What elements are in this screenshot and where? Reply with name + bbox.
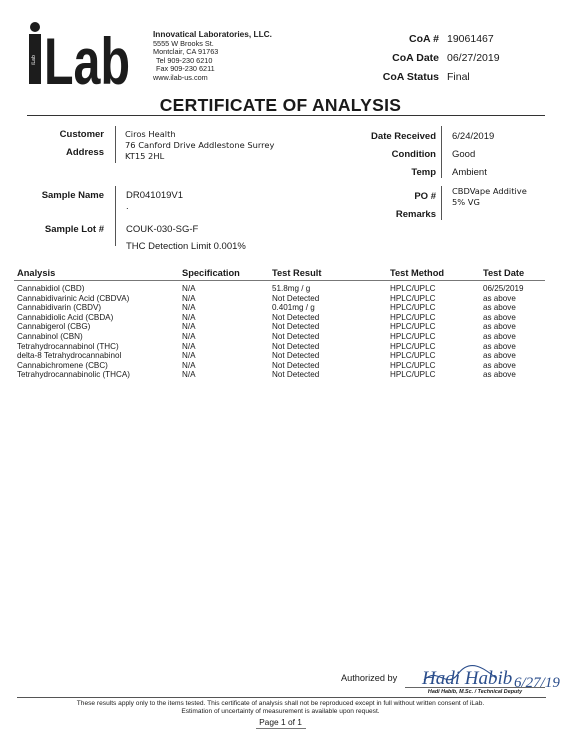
date-received: 6/24/2019 [452, 131, 495, 142]
customer-value: Ciros Health [125, 129, 176, 139]
coa-date: 06/27/2019 [447, 52, 500, 64]
coa-number-label: CoA # [409, 33, 439, 45]
table-row [0, 322, 561, 332]
cell-specification: N/A [182, 312, 196, 322]
cell-method: HPLC/UPLC [390, 332, 436, 341]
lab-city: Montclair, CA 91763 [153, 47, 219, 57]
po-value-line-1: CBDVape Additive [452, 186, 527, 196]
cell-result: Not Detected [272, 293, 320, 303]
coa-date-label: CoA Date [392, 52, 439, 64]
cell-result: Not Detected [272, 312, 320, 322]
customer-label: Customer [59, 129, 104, 140]
col-header-test-method: Test Method [390, 268, 445, 278]
cell-analysis: Cannabidiol (CBD) [17, 284, 85, 293]
disclaimer-line-2: Estimation of uncertainty of measurement is available upon request. [181, 707, 380, 715]
temp-label: Temp [411, 167, 436, 178]
cell-result: Not Detected [272, 351, 320, 361]
cell-method: HPLC/UPLC [390, 360, 436, 370]
cell-specification: N/A [182, 284, 196, 293]
sample-name-label: Sample Name [41, 190, 104, 201]
coa-status-label: CoA Status [382, 71, 439, 83]
col-header-test-date: Test Date [483, 268, 525, 278]
table-row [0, 361, 561, 371]
cell-result: 51.8mg / g [272, 284, 311, 293]
cell-date: as above [483, 322, 516, 332]
disclaimer [0, 700, 561, 715]
page-number: Page 1 of 1 [259, 717, 302, 727]
cell-date: as above [483, 312, 516, 322]
signature-line [405, 687, 545, 688]
cell-date: as above [483, 341, 516, 351]
col-header-test-result: Test Result [272, 268, 322, 278]
cell-date: 06/25/2019 [483, 284, 524, 293]
temp-value: Ambient [452, 167, 487, 178]
cell-specification: N/A [182, 351, 196, 361]
cell-date: as above [483, 351, 516, 361]
lab-tel: Tel 909-230 6210 [156, 55, 213, 65]
sample-divider [115, 186, 116, 246]
table-row [0, 294, 561, 304]
sample-lot-label: Sample Lot # [44, 224, 104, 235]
cell-specification: N/A [182, 360, 196, 370]
cell-date: as above [483, 303, 516, 313]
cell-analysis: delta-8 Tetrahydrocannabinol [17, 351, 122, 361]
col-header-specification: Specification [182, 268, 240, 278]
cell-analysis: Cannabichromene (CBC) [17, 360, 108, 370]
cell-method: HPLC/UPLC [390, 284, 436, 293]
address-label: Address [65, 147, 104, 158]
table-row [0, 303, 561, 313]
sample-lot-value: COUK-030-SG-F [126, 224, 199, 235]
date-received-label: Date Received [371, 131, 436, 142]
sample-name-sub: . [126, 201, 129, 212]
customer-divider [115, 126, 116, 163]
cell-specification: N/A [182, 322, 196, 332]
results-table-body [0, 284, 561, 384]
address-line-1: 76 Canford Drive Addlestone Surrey [125, 140, 275, 150]
logo-stem-text: iLab [31, 55, 37, 65]
coa-header-info [0, 30, 561, 90]
sample-name-value: DR041019V1 [126, 190, 184, 201]
po-divider [441, 186, 442, 220]
cell-method: HPLC/UPLC [390, 341, 436, 351]
cell-result: Not Detected [272, 370, 320, 380]
cell-method: HPLC/UPLC [390, 293, 436, 303]
thc-detection-limit: THC Detection Limit 0.001% [126, 241, 246, 252]
table-row [0, 284, 561, 294]
cell-specification: N/A [182, 332, 196, 341]
table-row [0, 332, 561, 342]
cell-specification: N/A [182, 303, 196, 313]
page-number-rule [256, 728, 306, 729]
svg-text:Lab: Lab [44, 24, 130, 98]
cell-date: as above [483, 293, 516, 303]
cell-date: as above [483, 360, 516, 370]
receipt-divider [441, 126, 442, 178]
cell-analysis: Tetrahydrocannabinol (THC) [17, 341, 119, 351]
po-value-line-2: 5% VG [452, 197, 480, 207]
lab-fax: Fax 909-230 6211 [156, 64, 215, 74]
signer-title: Hadi Habib, M.Sc. / Technical Deputy [427, 689, 523, 695]
document-title: CERTIFICATE OF ANALYSIS [159, 95, 402, 115]
cell-analysis: Cannabidiolic Acid (CBDA) [17, 312, 114, 322]
cell-analysis: Cannabinol (CBN) [17, 332, 83, 341]
table-row [0, 313, 561, 323]
condition-value: Good [452, 149, 476, 160]
authorized-by-label: Authorized by [341, 673, 398, 683]
cell-method: HPLC/UPLC [390, 370, 436, 380]
cell-specification: N/A [182, 293, 196, 303]
title-divider [27, 115, 545, 116]
lab-website: www.ilab-us.com [153, 72, 208, 82]
table-header-rule [14, 280, 545, 281]
cell-result: 0.401mg / g [272, 303, 315, 313]
condition-label: Condition [391, 149, 436, 160]
lab-street: 5555 W Brooks St. [153, 38, 214, 48]
cell-method: HPLC/UPLC [390, 312, 436, 322]
cell-result: Not Detected [272, 322, 320, 332]
cell-analysis: Cannabigerol (CBG) [17, 322, 91, 332]
table-row [0, 370, 561, 380]
cell-specification: N/A [182, 370, 196, 380]
po-label: PO # [414, 191, 436, 202]
cell-analysis: Cannabidivarinic Acid (CBDVA) [17, 293, 130, 303]
coa-number: 19061467 [447, 33, 494, 45]
remarks-label: Remarks [395, 209, 436, 220]
cell-result: Not Detected [272, 360, 320, 370]
cell-analysis: Cannabidivarin (CBDV) [17, 303, 102, 313]
col-header-analysis: Analysis [17, 268, 56, 278]
signature-date: 6/27/19 [514, 675, 560, 691]
cell-method: HPLC/UPLC [390, 351, 436, 361]
coa-status: Final [447, 71, 470, 83]
cell-date: as above [483, 370, 516, 380]
signature-name: Hadi Habib [422, 668, 513, 689]
disclaimer-line-1: These results apply only to the items tested. This certificate of analysis shall not be reproduced except in full without written consent of iLab. [76, 700, 485, 707]
cell-result: Not Detected [272, 341, 320, 351]
cell-analysis: Tetrahydrocannabinolic (THCA) [17, 370, 130, 380]
cell-method: HPLC/UPLC [390, 322, 436, 332]
lab-name: Innovatical Laboratories, LLC. [153, 29, 272, 39]
cell-method: HPLC/UPLC [390, 303, 436, 313]
cell-date: as above [483, 332, 516, 341]
address-line-2: KT15 2HL [125, 151, 165, 161]
table-row [0, 342, 561, 352]
footer-divider [17, 697, 546, 698]
table-row [0, 351, 561, 361]
cell-result: Not Detected [272, 332, 320, 341]
cell-specification: N/A [182, 341, 196, 351]
